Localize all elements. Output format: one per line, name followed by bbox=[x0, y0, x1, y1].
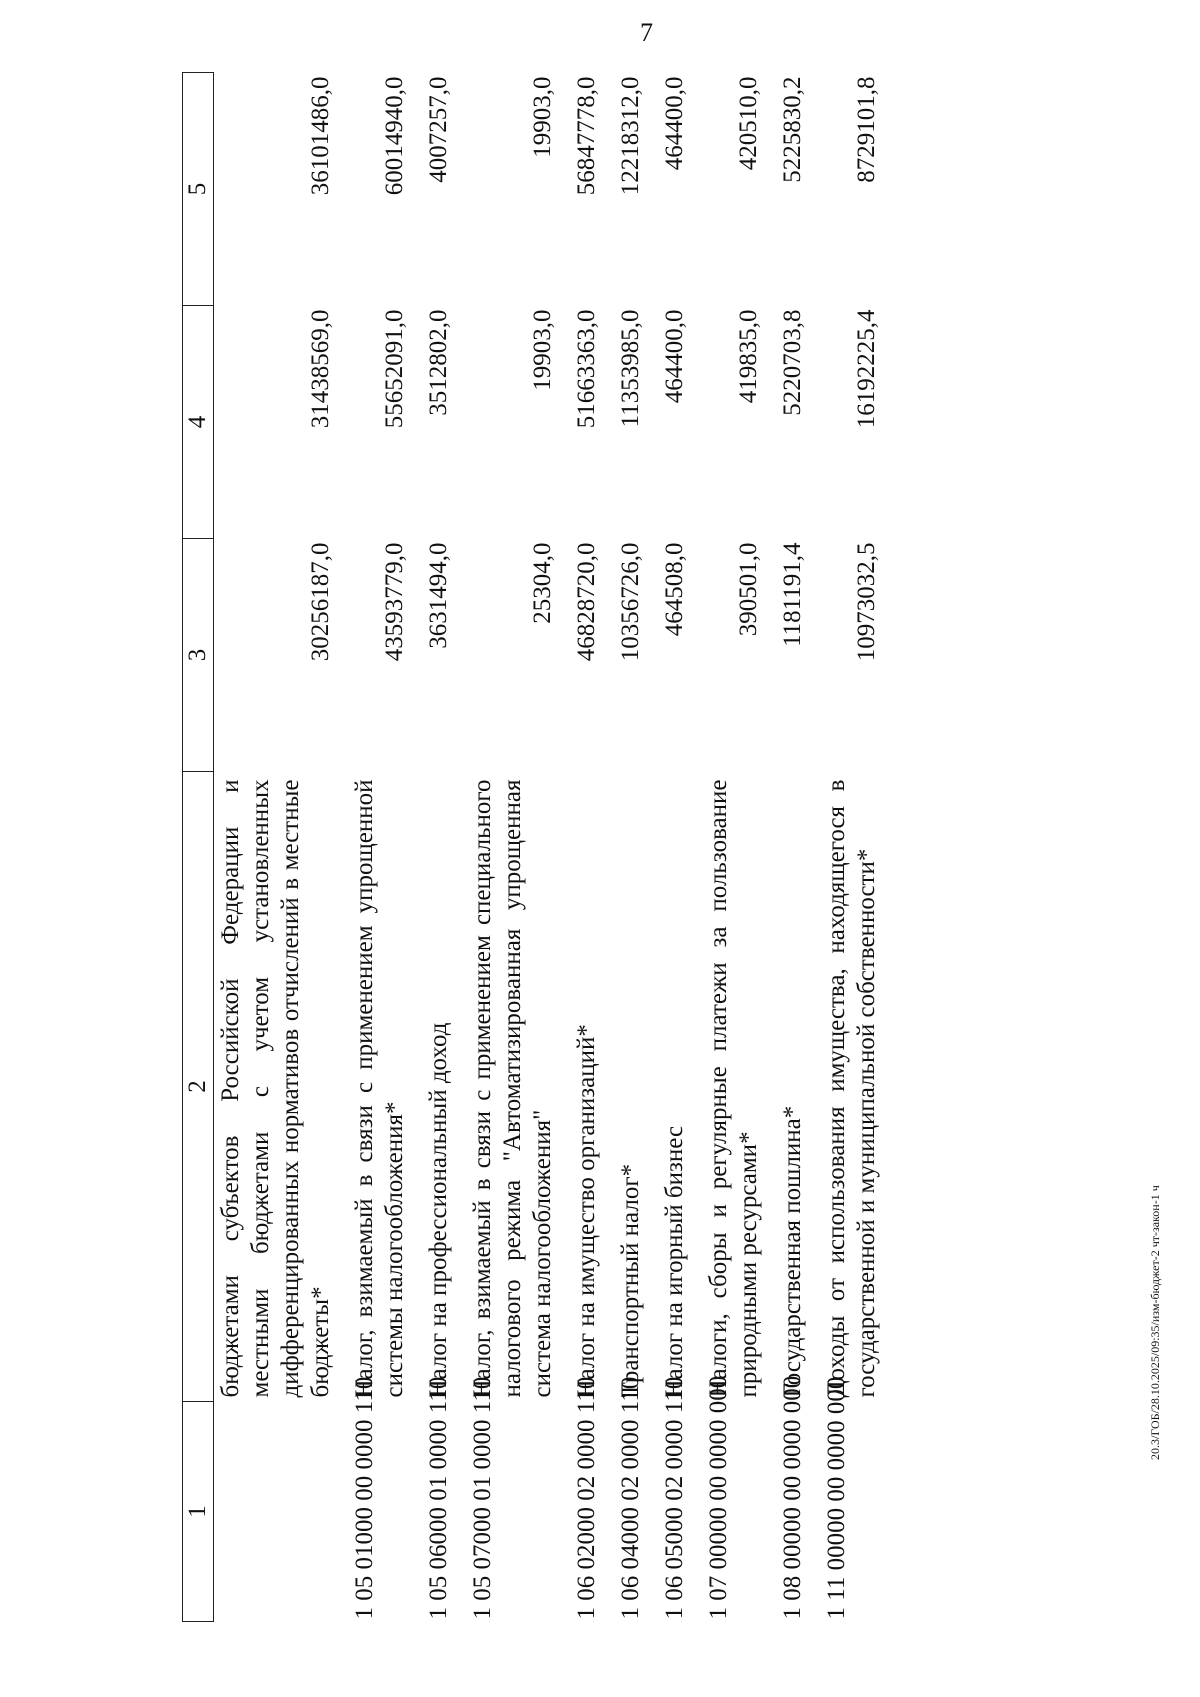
table-row bbox=[694, 73, 768, 1622]
column-header-4: 4 bbox=[183, 306, 214, 539]
row-name: Налог на профессиональный доход bbox=[425, 1022, 452, 1398]
row-code: 1 05 06000 01 0000 110 bbox=[425, 1376, 452, 1620]
table-row bbox=[812, 73, 886, 1622]
row-code: 1 05 07000 01 0000 110 bbox=[469, 1376, 496, 1620]
row-name: Налог, взимаемый в связи с применением специального налогового режима "Автоматизированная упрощенная система налогообложения" bbox=[469, 779, 556, 1398]
row-value-col4: 55652091,0 bbox=[381, 309, 408, 429]
row-name: Доходы от использования имущества, находящегося в государственной и муниципальной собственности* bbox=[823, 779, 880, 1398]
row-value-col4: 19903,0 bbox=[529, 309, 556, 391]
budget-table-container bbox=[182, 72, 1062, 1622]
table-row bbox=[562, 73, 606, 1622]
row-value-col3: 46828720,0 bbox=[573, 542, 600, 662]
row-value-col5: 8729101,8 bbox=[853, 76, 880, 183]
row-value-col5: 4007257,0 bbox=[425, 76, 452, 183]
row-name: Налог на игорный бизнес bbox=[661, 1125, 688, 1398]
table-row bbox=[458, 73, 562, 1622]
row-value-col5: 56847778,0 bbox=[573, 76, 600, 196]
row-value-col5: 36101486,0 bbox=[307, 76, 334, 196]
row-value-col5: 12218312,0 bbox=[617, 76, 644, 196]
row-name: Налоги, сборы и регулярные платежи за пользование природными ресурсами* bbox=[705, 779, 762, 1398]
row-value-col4: 464400,0 bbox=[661, 309, 688, 404]
table-row bbox=[606, 73, 650, 1622]
column-header-3: 3 bbox=[183, 539, 214, 772]
header-row bbox=[183, 73, 214, 1622]
table-row bbox=[768, 73, 812, 1622]
row-value-col4: 51663363,0 bbox=[573, 309, 600, 429]
row-value-col3: 10973032,5 bbox=[853, 542, 880, 662]
row-value-col5: 19903,0 bbox=[529, 76, 556, 158]
page-number: 7 bbox=[640, 18, 653, 47]
table-row bbox=[214, 73, 341, 1622]
table-row bbox=[340, 73, 414, 1622]
row-name: Транспортный налог* bbox=[617, 1163, 644, 1398]
row-code: 1 06 04000 02 0000 110 bbox=[617, 1376, 644, 1620]
row-value-col5: 420510,0 bbox=[735, 76, 762, 171]
row-value-col3: 3631494,0 bbox=[425, 542, 452, 649]
row-value-col5: 464400,0 bbox=[661, 76, 688, 171]
row-value-col3: 464508,0 bbox=[661, 542, 688, 637]
row-code: 1 08 00000 00 0000 000 bbox=[779, 1375, 806, 1620]
row-value-col3: 25304,0 bbox=[529, 542, 556, 624]
row-value-col5: 60014940,0 bbox=[381, 76, 408, 196]
row-value-col4: 5220703,8 bbox=[779, 309, 806, 416]
budget-table bbox=[182, 72, 886, 1622]
column-header-5: 5 bbox=[183, 73, 214, 306]
row-value-col4: 11353985,0 bbox=[617, 309, 644, 428]
row-code: 1 11 00000 00 0000 000 bbox=[823, 1376, 850, 1620]
row-value-col4: 31438569,0 bbox=[307, 309, 334, 429]
row-name: Налог, взимаемый в связи с применением упрощенной системы налогообложения* bbox=[351, 779, 408, 1398]
column-header-1: 1 bbox=[183, 1402, 214, 1622]
row-name: бюджетами субъектов Российской Федерации и местными бюджетами с учетом установленных дифференцированных нормативов отчислений в местные бюджеты* bbox=[217, 779, 334, 1398]
table-row bbox=[650, 73, 694, 1622]
row-code: 1 06 05000 02 0000 110 bbox=[661, 1376, 688, 1620]
row-value-col3: 390501,0 bbox=[735, 542, 762, 637]
row-code: 1 07 00000 00 0000 000 bbox=[705, 1375, 732, 1620]
row-value-col3: 10356726,0 bbox=[617, 542, 644, 662]
footer-code-text: 20.3/ГОБ/28.10.2025/09:35/изм-бюджет-2 чт-закон-1 ч bbox=[1148, 1185, 1162, 1460]
row-value-col3: 43593779,0 bbox=[381, 542, 408, 662]
row-value-col5: 5225830,2 bbox=[779, 76, 806, 183]
row-value-col4: 3512802,0 bbox=[425, 309, 452, 416]
row-value-col3: 1181191,4 bbox=[779, 542, 806, 647]
table-row bbox=[414, 73, 458, 1622]
row-code: 1 05 01000 00 0000 110 bbox=[351, 1376, 378, 1620]
column-header-2: 2 bbox=[183, 772, 214, 1402]
row-code bbox=[214, 1402, 341, 1622]
footer-code bbox=[1148, 1185, 1162, 1470]
row-value-col3: 30256187,0 bbox=[307, 542, 334, 662]
row-value-col4: 16192225,4 bbox=[853, 309, 880, 429]
row-value-col4: 419835,0 bbox=[735, 309, 762, 404]
row-code: 1 06 02000 02 0000 110 bbox=[573, 1376, 600, 1620]
row-name: Налог на имущество организаций* bbox=[573, 1024, 600, 1398]
row-name: Государственная пошлина* bbox=[779, 1105, 806, 1398]
